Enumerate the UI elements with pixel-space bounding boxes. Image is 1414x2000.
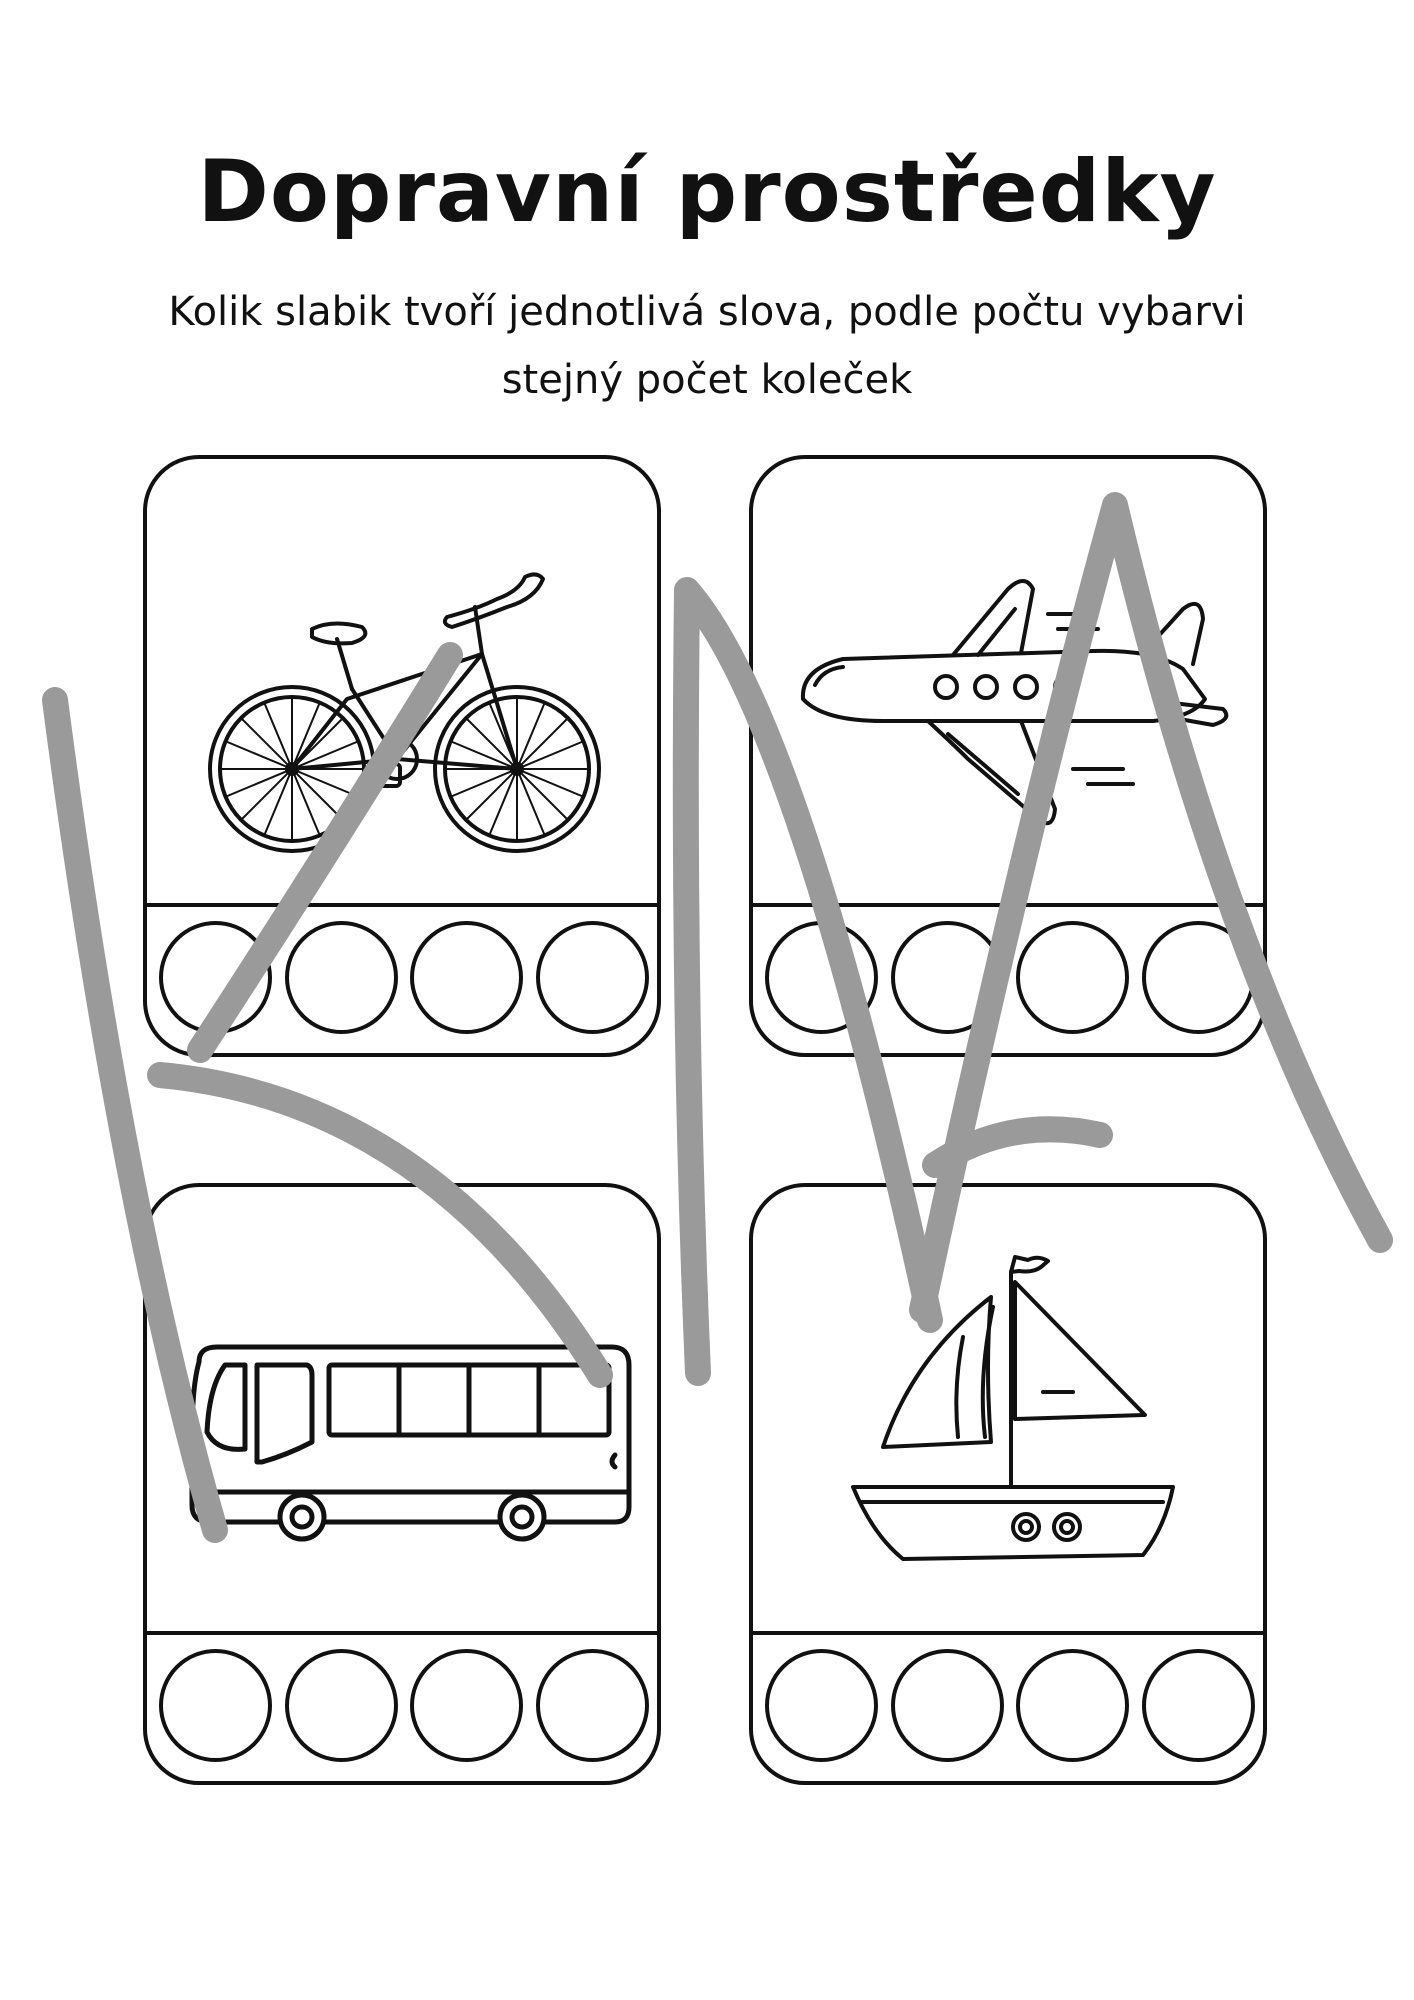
airplane-icon — [753, 459, 1263, 907]
syllable-circle[interactable] — [410, 921, 523, 1034]
bus-picture — [147, 1187, 657, 1635]
syllable-circle[interactable] — [765, 1649, 878, 1762]
syllable-circle[interactable] — [285, 1649, 398, 1762]
bicycle-icon — [147, 459, 657, 907]
syllable-circles — [159, 921, 649, 1037]
bicycle-picture — [147, 459, 657, 907]
syllable-circle[interactable] — [891, 921, 1004, 1034]
syllable-circle[interactable] — [1016, 1649, 1129, 1762]
card-bicycle — [143, 455, 661, 1057]
bus-icon — [147, 1187, 657, 1635]
instructions — [100, 278, 1314, 414]
card-bus — [143, 1183, 661, 1785]
syllable-circles — [765, 1649, 1255, 1765]
syllable-circles — [159, 1649, 649, 1765]
syllable-circles — [765, 921, 1255, 1037]
syllable-circle[interactable] — [1016, 921, 1129, 1034]
syllable-circle[interactable] — [536, 1649, 649, 1762]
syllable-circle[interactable] — [891, 1649, 1004, 1762]
airplane-picture — [753, 459, 1263, 907]
syllable-circle[interactable] — [159, 1649, 272, 1762]
syllable-circle[interactable] — [410, 1649, 523, 1762]
syllable-circle[interactable] — [1142, 921, 1255, 1034]
sailboat-picture — [753, 1187, 1263, 1635]
card-airplane — [749, 455, 1267, 1057]
syllable-circle[interactable] — [536, 921, 649, 1034]
sailboat-icon — [753, 1187, 1263, 1635]
syllable-circle[interactable] — [765, 921, 878, 1034]
page-title: Dopravní prostředky — [197, 142, 1217, 242]
syllable-circle[interactable] — [285, 921, 398, 1034]
instruction-line-2: stejný počet koleček — [501, 357, 913, 403]
syllable-circle[interactable] — [159, 921, 272, 1034]
syllable-circle[interactable] — [1142, 1649, 1255, 1762]
card-sailboat — [749, 1183, 1267, 1785]
instruction-line-1: Kolik slabik tvoří jednotlivá slova, podle počtu vybarvi — [168, 289, 1246, 335]
